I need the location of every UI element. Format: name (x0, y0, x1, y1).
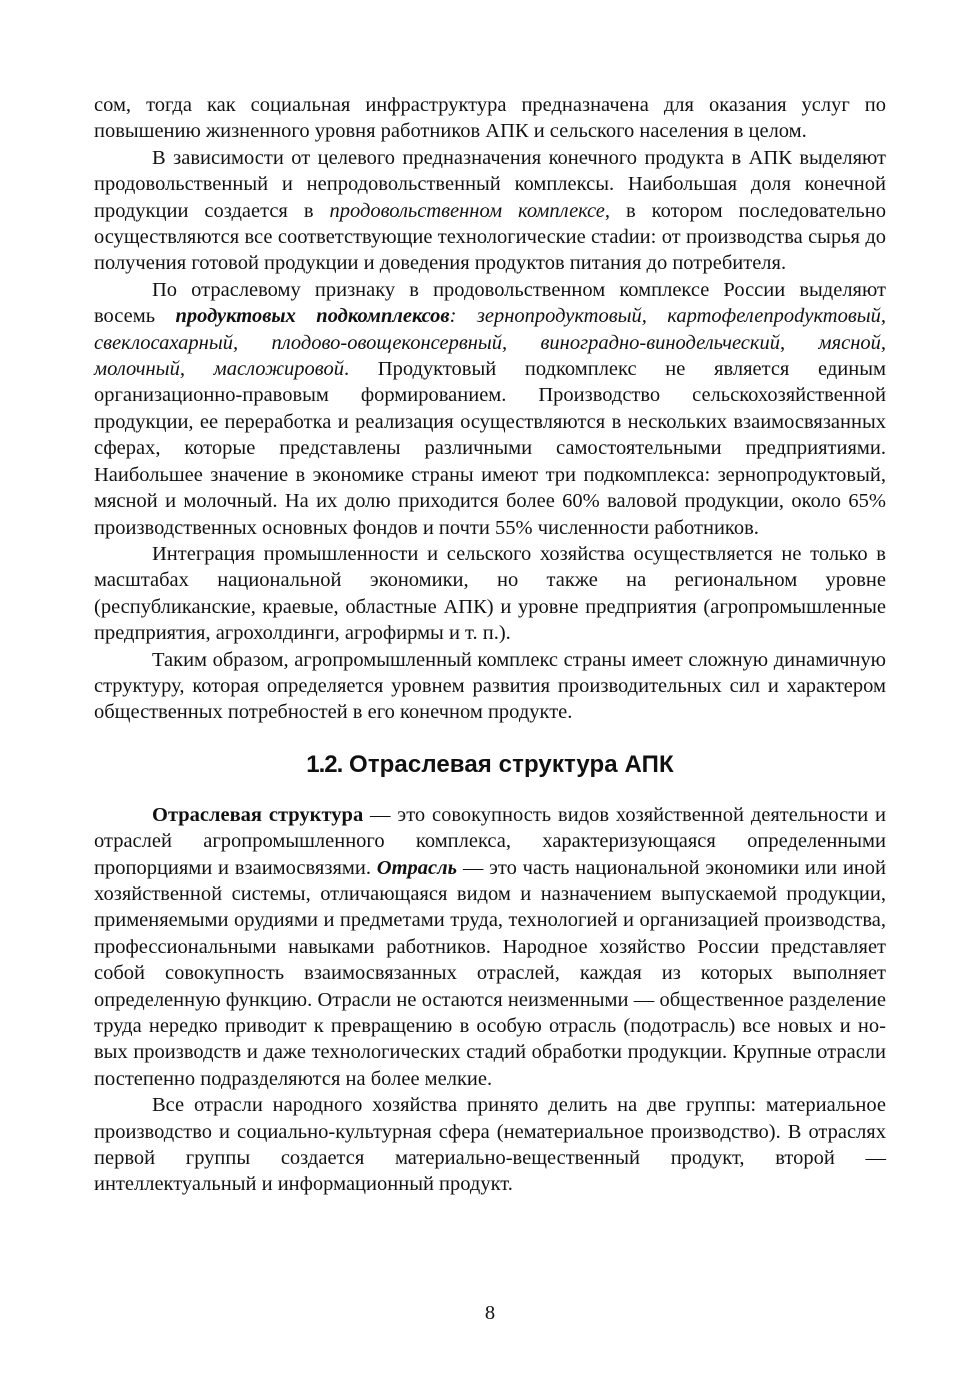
paragraph-2 (94, 145, 886, 277)
term-product-subcomplexes: продуктовых подкомплексов (175, 305, 450, 328)
term-sector: Отрасль (376, 856, 458, 879)
paragraph-4-text: Интеграция промышленности и сельского хозяйства осуществляется не только в масштабах национальной экономики, но также на региональном уровне (республиканские, краевые, областные АПК) и уровне предприятия (агропромышленные предприятия, агрохолдинги, агрофирмы и т. п.). (94, 542, 886, 645)
section-heading (94, 750, 886, 780)
paragraph-2-text-c: , в котором последовательно осуществляются все соответствующие технологические стаdии: от производства сырья до получения готовой продукции и доведения продуктов питания до потребителя. (94, 199, 886, 275)
paragraph-2-text-a: В зависимости от целевого предназначения конечного продукта в АПК выделяют продовольственный и непродовольственный комплексы. Наибольшая доля конечной продукции создается в (94, 146, 886, 222)
section-number: 1.2. (306, 750, 343, 778)
paragraph-6-text-d: — это часть национальной экономики или иной хозяйственной системы, отличающаяся видом и назначением выпускаемой продукции, применяемыми орудиями и предметами труда, технологией и организацией производства, профессиональными навыками работников. Народное хозяйство России представляет собой совокупность взаимосвязанных отраслей, каждая из которых выполняет определенную функцию. Отрасли не остаются неизменными — общественное разделение труда нередко приводит к превращению в особую отрасль (подотрасль) все новых и новых производств и даже технологических стадий обработки продукции. Крупные отрасли постепенно подразделяются на более мелкие. (94, 856, 886, 1090)
term-sector-structure: Отраслевая структура (152, 803, 364, 826)
section-title: Отраслевая структура АПК (342, 750, 674, 778)
paragraph-3 (94, 277, 886, 541)
subcomplex-list-b: мясной, молочный, масложировой (94, 331, 886, 381)
paragraph-7-text: Все отрасли народного хозяйства принято делить на две группы: материальное производство и социально-культурная сфера (нематериальное производство). В отраслях первой группы создается материально-вещественный продукт, второй — интеллектуальный и информационный продукт. (94, 1094, 886, 1196)
paragraph-5 (94, 647, 886, 726)
page-body (94, 92, 886, 1198)
paragraph-3-text-a: По отраслевому признаку в продовольственном комплексе России выделяют восемь (94, 278, 886, 328)
paragraph-1 (94, 92, 886, 145)
paragraph-3-comma: , (780, 331, 819, 354)
paragraph-6-text-b: — это совокупность видов хозяйственной деятельности и отраслей агропромышленного комплекса, характеризующаяся определенными пропорциями и взаимосвязями. (94, 803, 886, 879)
paragraph-3-text-f: . Продуктовый подкомплекс не является единым организационно-правовым формированием. Производство сельскохозяйственной продукции, ее переработка и реализация осуществляются в нескольких взаимосвязанных сферах, которые представлены различными самостоятельными предприятиями. Наибольшее значение в экономике страны имеют три подкомплекса: зернопродуктовый, мясной и молочный. На их долю приходится более 60% валовой продукции, около 65% производственных основных фондов и почти 55% численности работников. (94, 358, 886, 539)
paragraph-5-text: Таким образом, агропромышленный комплекс страны имеет сложную динамичную структуру, которая определяется уровнем развития производительных сил и характером общественных потребностей в его конечном продукте. (94, 648, 886, 724)
paragraph-7 (94, 1092, 886, 1198)
paragraph-6 (94, 802, 886, 1092)
term-food-complex: продовольственном комплексе (329, 199, 605, 222)
paragraph-4 (94, 541, 886, 647)
subcomplex-list-a: : зернопродуктовый, картофелепроdуктовый, свеклосахарный, плодово-овощеконсервный, виноградно-винодельческий (94, 305, 886, 354)
paragraph-1-text: сом, тогда как социальная инфраструктура предназначена для оказания услуг по повышению жизненного уровня работников АПК и сельского населения в целом. (94, 94, 886, 143)
page-number: 8 (484, 1302, 496, 1324)
